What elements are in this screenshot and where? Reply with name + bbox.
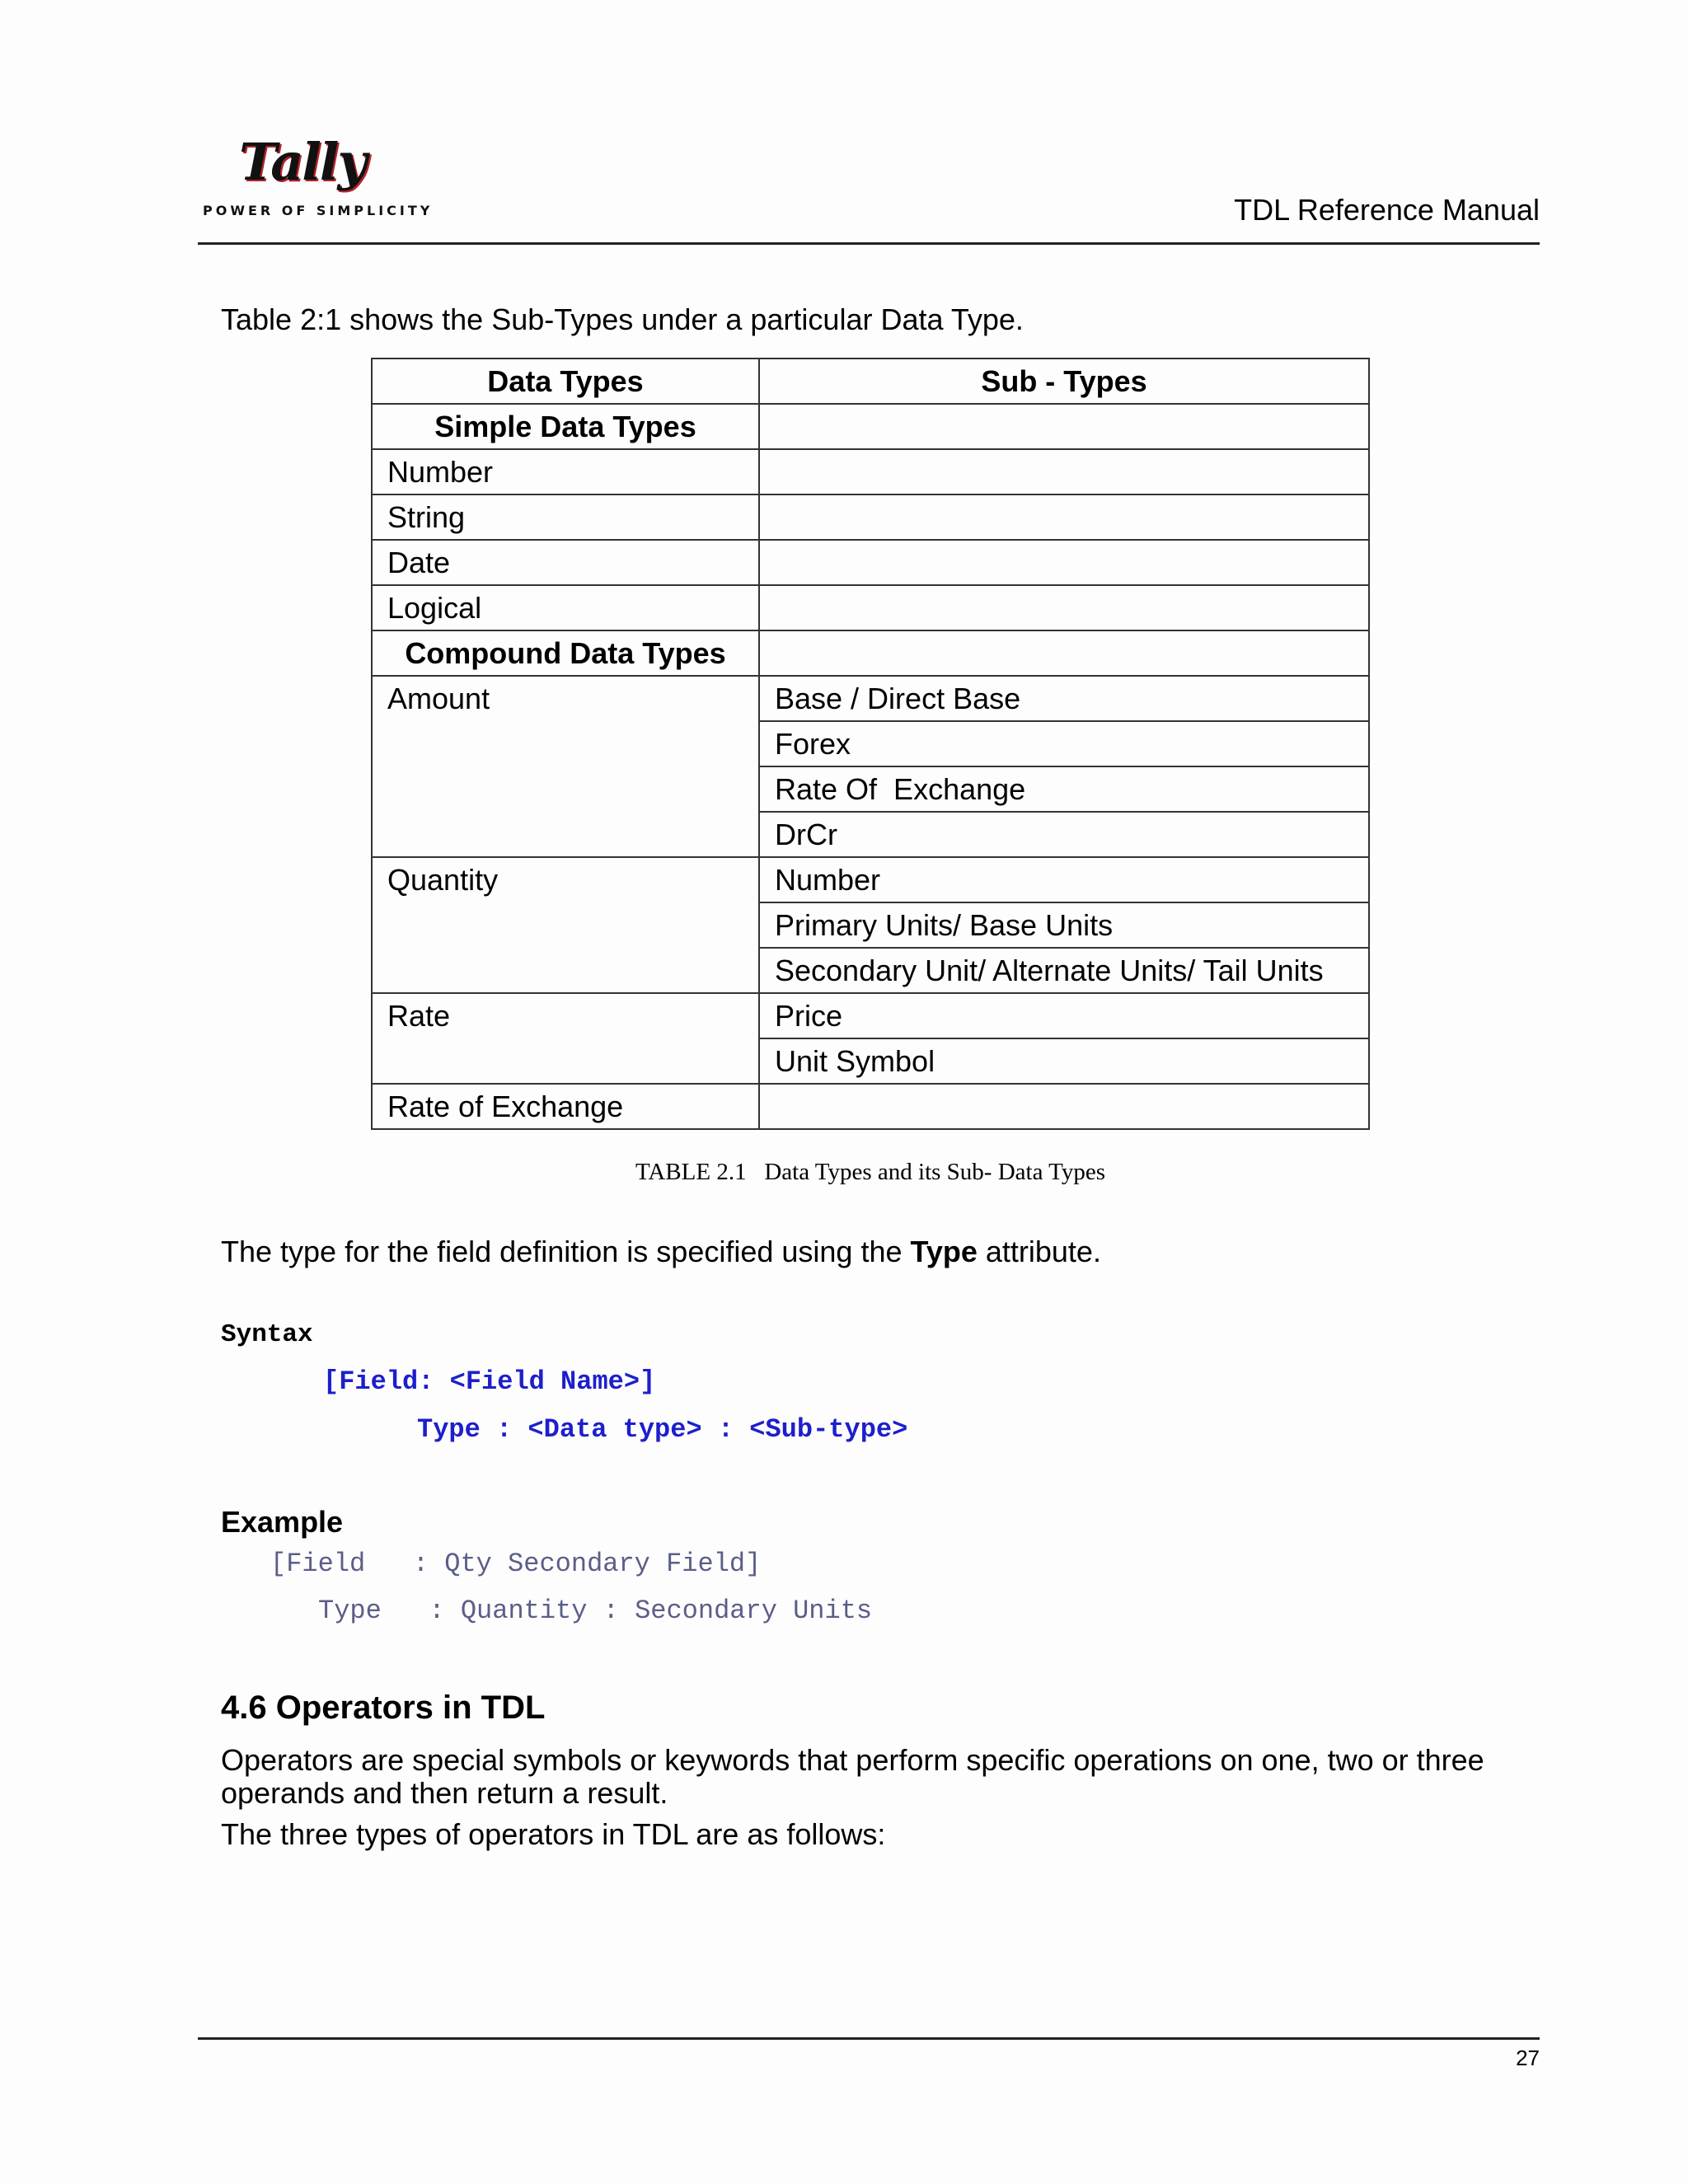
table-cell <box>759 540 1369 585</box>
syntax-line-2: Type : <Data type> : <Sub-type> <box>417 1414 908 1445</box>
footer-rule <box>198 2037 1540 2040</box>
example-line-2: Type : Quantity : Secondary Units <box>318 1596 873 1626</box>
header-data-types: Data Types <box>372 359 759 404</box>
syntax-line-1: [Field: <Field Name>] <box>323 1366 656 1397</box>
table-cell <box>759 404 1369 449</box>
table-row <box>372 585 1369 630</box>
tally-logo <box>198 132 434 223</box>
header-rule <box>198 242 1540 245</box>
sub-type-cell: Unit Symbol <box>759 1038 1369 1084</box>
sub-type-cell: Forex <box>759 721 1369 766</box>
sub-type-cell: Secondary Unit/ Alternate Units/ Tail Units <box>759 948 1369 993</box>
example-line-1: [Field : Qty Secondary Field] <box>270 1549 762 1579</box>
table-cell <box>759 449 1369 494</box>
type-attribute-text <box>221 1235 1101 1269</box>
table-cell <box>759 1084 1369 1129</box>
sub-type-cell: Primary Units/ Base Units <box>759 902 1369 948</box>
type-text-bold: Type <box>910 1235 978 1268</box>
data-type-cell: Quantity <box>372 857 759 993</box>
table-row <box>372 857 1369 902</box>
data-type-cell: Rate <box>372 993 759 1084</box>
table-cell <box>759 585 1369 630</box>
data-type-cell: String <box>372 494 759 540</box>
data-type-cell: Logical <box>372 585 759 630</box>
section-heading: 4.6 Operators in TDL <box>221 1690 546 1726</box>
table-row <box>372 630 1369 676</box>
tally-logo-wordmark: Tally <box>239 132 366 192</box>
table-cell <box>759 630 1369 676</box>
sub-type-cell: DrCr <box>759 812 1369 857</box>
data-types-table <box>371 358 1370 1130</box>
header-title: TDL Reference Manual <box>1234 193 1540 227</box>
section-paragraph-line-1: Operators are special symbols or keywords that perform specific operations on one, two or three <box>221 1743 1484 1777</box>
table-row <box>372 676 1369 721</box>
table-header-row <box>372 359 1369 404</box>
sub-type-cell: Rate Of Exchange <box>759 766 1369 812</box>
table-row <box>372 449 1369 494</box>
header-sub-types: Sub - Types <box>759 359 1369 404</box>
compound-data-types-heading: Compound Data Types <box>372 630 759 676</box>
table-row <box>372 1084 1369 1129</box>
sub-type-cell: Price <box>759 993 1369 1038</box>
table-row <box>372 494 1369 540</box>
section-paragraph-line-2: operands and then return a result. <box>221 1776 668 1810</box>
sub-type-cell: Base / Direct Base <box>759 676 1369 721</box>
type-text-before: The type for the field definition is specified using the <box>221 1235 911 1268</box>
table-row <box>372 540 1369 585</box>
simple-data-types-heading: Simple Data Types <box>372 404 759 449</box>
sub-type-cell: Number <box>759 857 1369 902</box>
intro-text: Table 2:1 shows the Sub-Types under a particular Data Type. <box>221 302 1024 336</box>
data-type-cell: Rate of Exchange <box>372 1084 759 1129</box>
example-label: Example <box>221 1505 344 1539</box>
table-row <box>372 993 1369 1038</box>
table-row <box>372 404 1369 449</box>
syntax-label: Syntax <box>221 1320 313 1349</box>
table-caption: TABLE 2.1 Data Types and its Sub- Data Types <box>635 1159 1106 1185</box>
page-number: 27 <box>1516 2046 1540 2070</box>
data-type-cell: Amount <box>372 676 759 857</box>
type-text-after: attribute. <box>977 1235 1101 1268</box>
table-cell <box>759 494 1369 540</box>
data-type-cell: Number <box>372 449 759 494</box>
section-paragraph-2: The three types of operators in TDL are as follows: <box>221 1817 886 1851</box>
data-type-cell: Date <box>372 540 759 585</box>
logo-tagline: POWER OF SIMPLICITY <box>203 203 434 218</box>
